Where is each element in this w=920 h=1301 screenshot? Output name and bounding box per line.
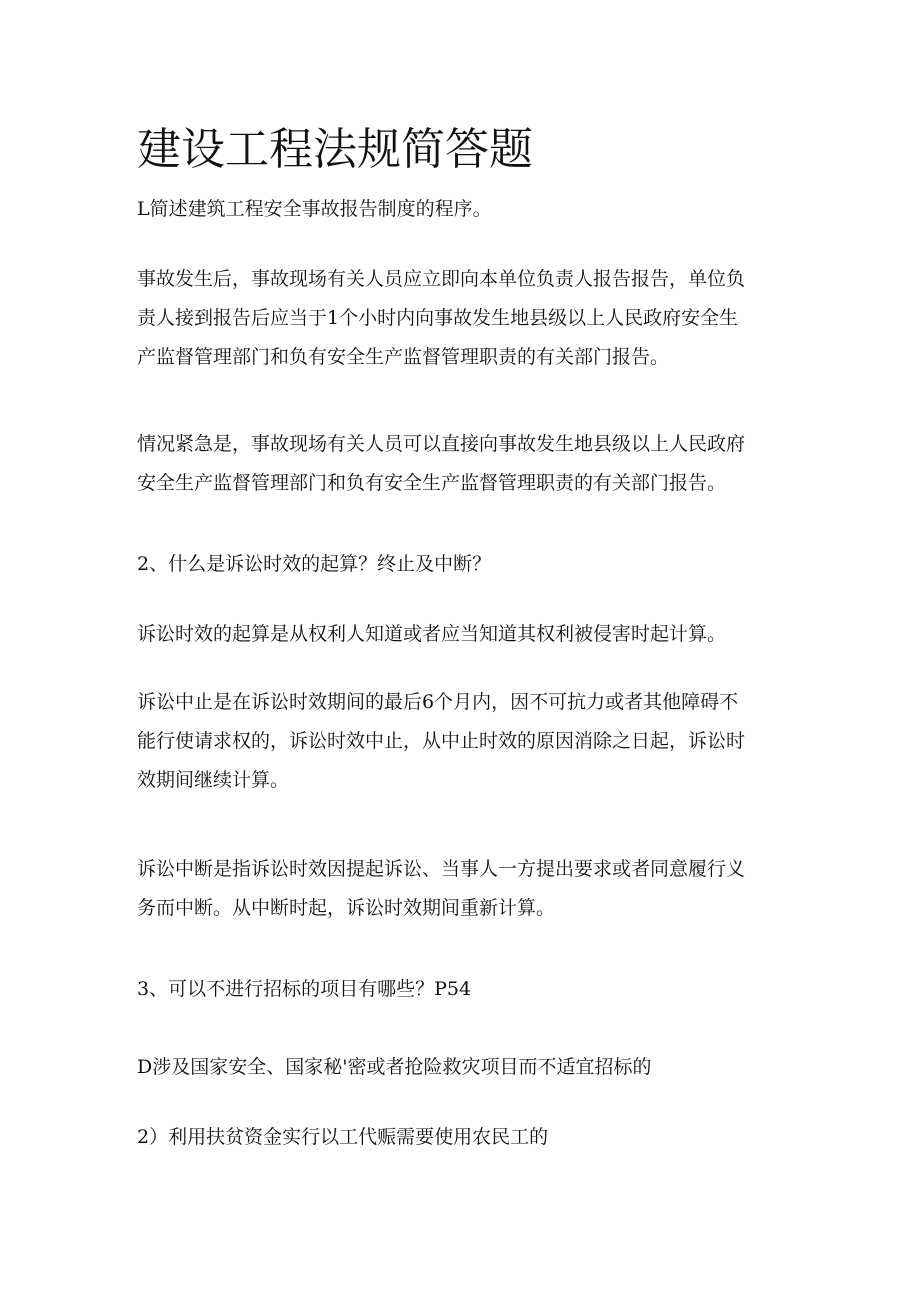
question-2-paragraph-1 bbox=[137, 615, 789, 654]
question-1-heading: L简述建筑工程安全事故报告制度的程序。 bbox=[137, 198, 492, 220]
paragraph-line: 安全生产监督管理部门和负有安全生产监督管理职责的有关部门报告。 bbox=[137, 472, 727, 494]
document-title: 建设工程法规简答题 bbox=[137, 124, 533, 175]
question-1-paragraph-1 bbox=[137, 260, 789, 377]
question-3-item-1: D涉及国家安全、国家秘'密或者抢险救灾项目而不适宜招标的 bbox=[137, 1056, 652, 1078]
paragraph-line: 能行使请求权的，诉讼时效中止，从中止时效的原因消除之日起，诉讼时 bbox=[137, 730, 746, 752]
question-1-paragraph-2 bbox=[137, 425, 789, 503]
question-2-heading: 2、什么是诉讼时效的起算？终止及中断？ bbox=[137, 553, 492, 575]
paragraph-line: 责人接到报告后应当于1个小时内向事故发生地县级以上人民政府安全生 bbox=[137, 307, 739, 329]
paragraph-line: 务而中断。从中断时起，诉讼时效期间重新计算。 bbox=[137, 897, 556, 919]
paragraph-line: 诉讼时效的起算是从权利人知道或者应当知道其权利被侵害时起计算。 bbox=[137, 623, 727, 645]
question-3-heading: 3、可以不进行招标的项目有哪些？P54 bbox=[137, 978, 472, 1000]
paragraph-line: 效期间继续计算。 bbox=[137, 769, 290, 791]
paragraph-line: 诉讼中断是指诉讼时效因提起诉讼、当事人一方提出要求或者同意履行义 bbox=[137, 858, 746, 880]
paragraph-line: 情况紧急是，事故现场有关人员可以直接向事故发生地县级以上人民政府 bbox=[137, 433, 746, 455]
paragraph-line: 事故发生后，事故现场有关人员应立即向本单位负责人报告报告，单位负 bbox=[137, 268, 746, 290]
question-2-paragraph-2 bbox=[137, 683, 789, 800]
question-3-item-2: 2）利用扶贫资金实行以工代赈需要使用农民工的 bbox=[137, 1126, 549, 1148]
paragraph-line: 产监督管理部门和负有安全生产监督管理职责的有关部门报告。 bbox=[137, 346, 670, 368]
paragraph-line: 诉讼中止是在诉讼时效期间的最后6个月内，因不可抗力或者其他障碍不 bbox=[137, 691, 739, 713]
question-2-paragraph-3 bbox=[137, 850, 789, 928]
